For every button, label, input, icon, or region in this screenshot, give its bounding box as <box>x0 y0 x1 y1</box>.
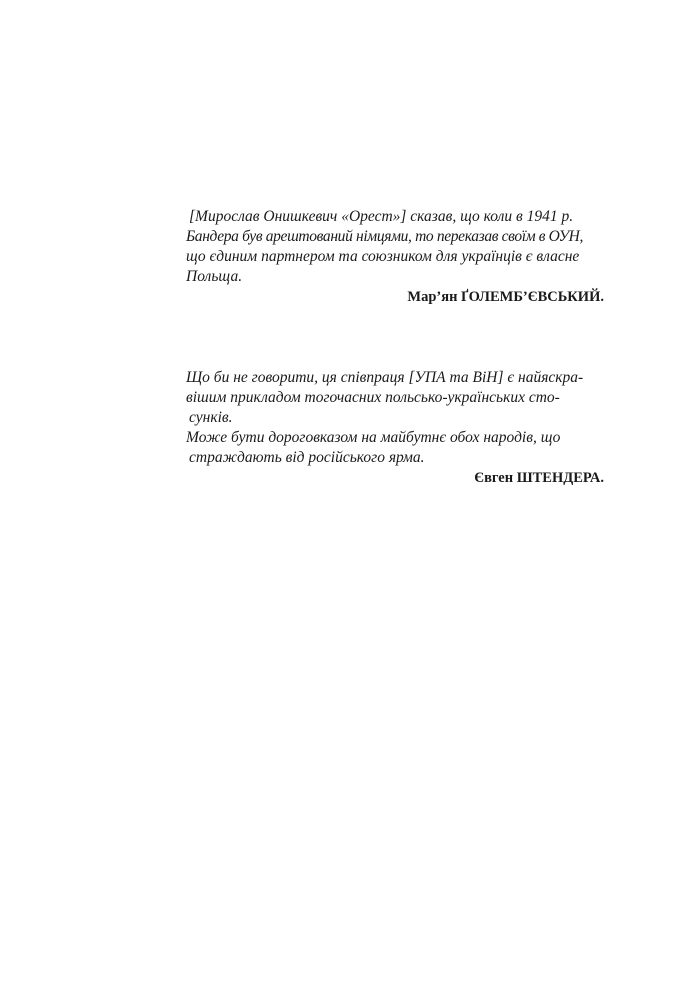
quote-line: сунків. <box>189 409 233 426</box>
quote-line: Що би не говорити, ця співпраця [УПА та ВіН] є найяскра- <box>186 369 584 386</box>
quote-line: [Мирослав Онишкевич «Орест»] сказав, що коли в 1941 р. <box>189 208 574 225</box>
quote-line: вішим прикладом тогочасних польсько-українських сто- <box>186 389 560 406</box>
epigraph-golembievskyi <box>186 207 604 307</box>
quote-line: страждають від російського ярма. <box>189 449 425 466</box>
quote-author: Євген ШТЕНДЕРА. <box>474 470 604 486</box>
quote-line: що єдиним партнером та союзником для українців є власне <box>186 248 580 265</box>
epigraph-shtendera <box>186 368 604 488</box>
quote-line: Може бути дороговказом на майбутнє обох народів, що <box>186 429 561 446</box>
quote-line: Польща. <box>186 268 243 285</box>
quote-line: Бандера був арештований німцями, то переказав своїм в ОУН, <box>186 228 584 245</box>
quote-author: Мар’ян ҐОЛЕМБ’ЄВСЬКИЙ. <box>407 289 604 305</box>
